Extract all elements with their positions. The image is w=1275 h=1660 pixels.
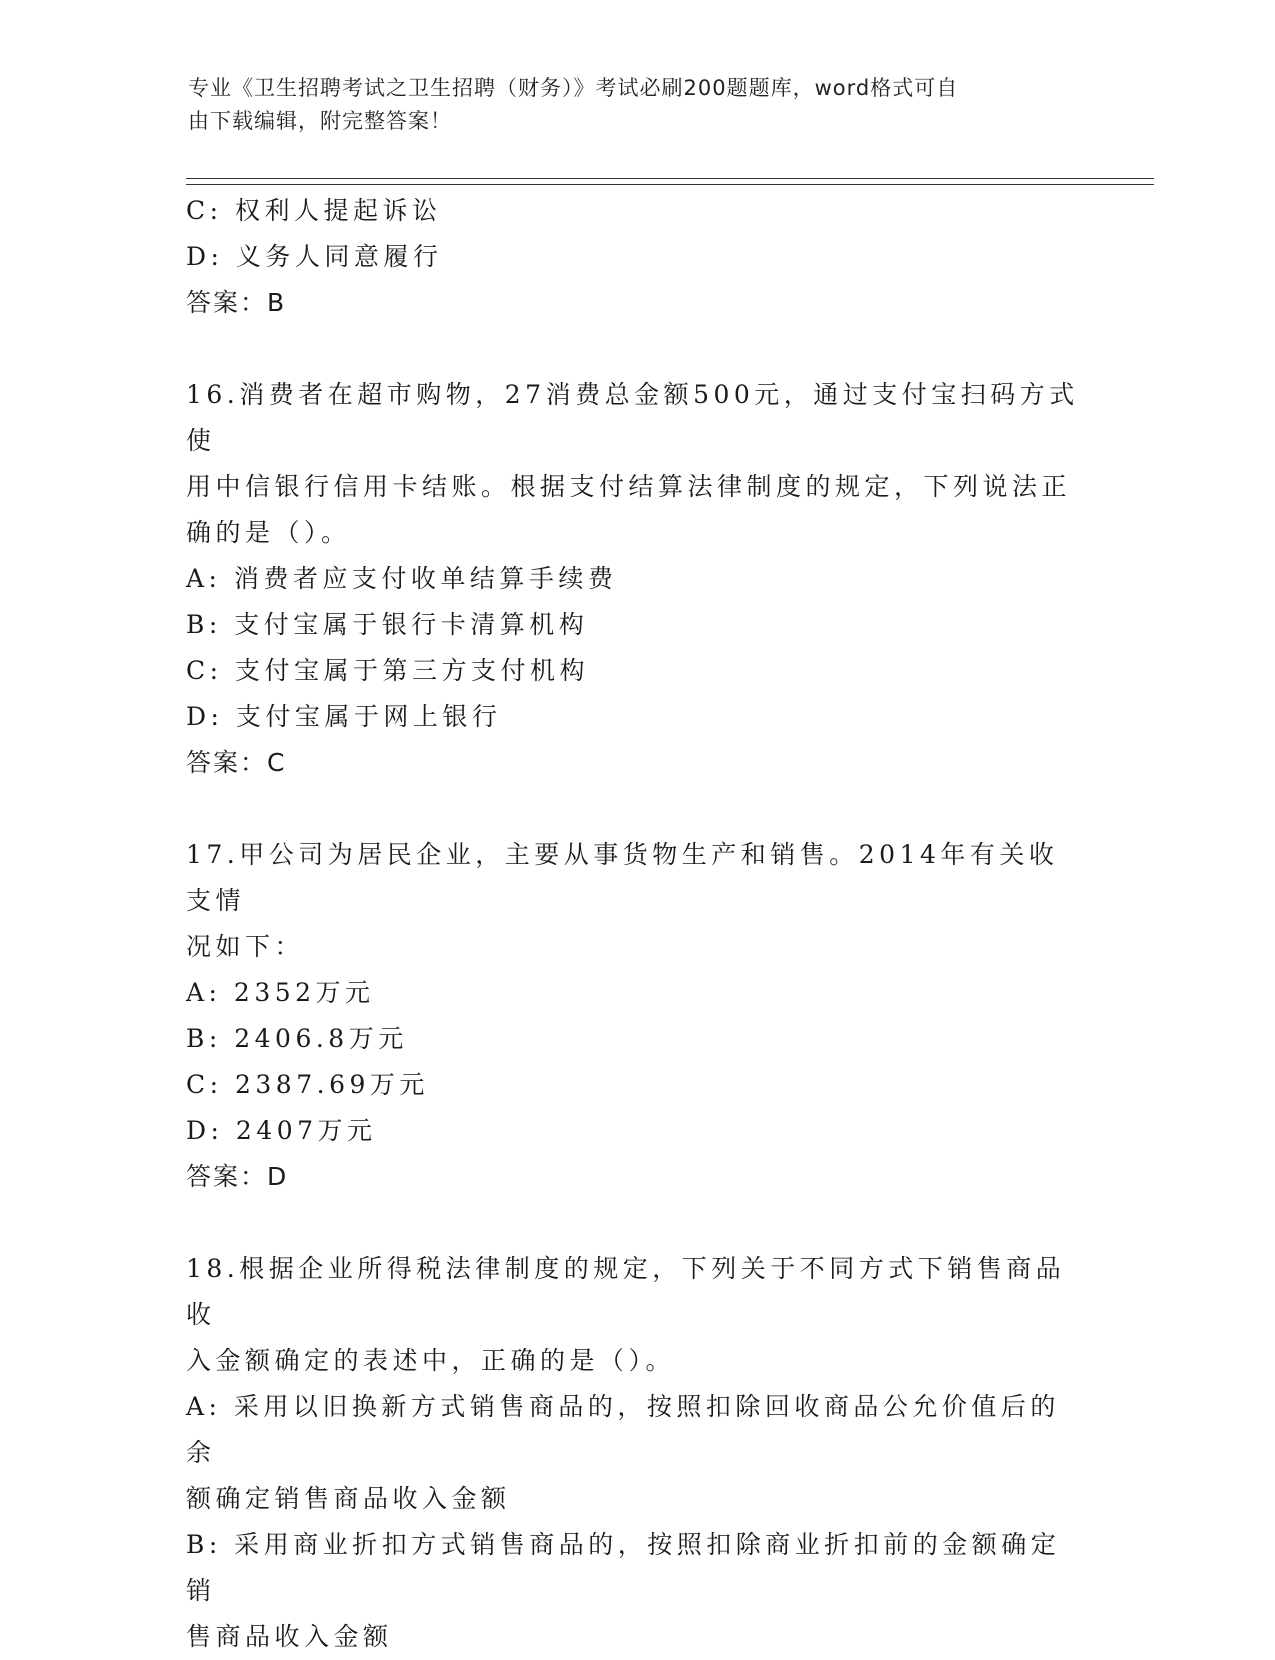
header-line-1: 专业《卫生招聘考试之卫生招聘（财务）》考试必刷200题题库，word格式可自	[188, 76, 959, 100]
answer-label: 答案：D	[186, 1162, 289, 1191]
document-header	[188, 72, 1068, 138]
question-16	[186, 372, 1086, 786]
spacer	[186, 786, 1086, 832]
option-a: A: 采用以旧换新方式销售商品的，按照扣除回收商品公允价值后的余	[186, 1392, 1060, 1467]
option-d: D: 2407万元	[186, 1116, 377, 1145]
option-a: A: 2352万元	[186, 978, 375, 1007]
question-17	[186, 832, 1086, 1200]
question-text: 入金额确定的表述中，正确的是（）。	[186, 1346, 676, 1375]
option-b: B: 采用商业折扣方式销售商品的，按照扣除商业折扣前的金额确定销	[186, 1530, 1061, 1605]
question-text: 确的是（）。	[186, 518, 351, 547]
option-c: C: 2387.69万元	[186, 1070, 429, 1099]
option-b-continued: 售商品收入金额	[186, 1622, 393, 1651]
option-d: D: 义务人同意履行	[186, 242, 443, 271]
question-text: 17.甲公司为居民企业，主要从事货物生产和销售。2014年有关收支情	[186, 840, 1059, 915]
question-text: 16.消费者在超市购物，27消费总金额500元，通过支付宝扫码方式使	[186, 380, 1079, 455]
question-18	[186, 1246, 1086, 1660]
header-divider	[186, 178, 1154, 185]
question-text: 况如下：	[186, 932, 305, 961]
option-a-continued: 额确定销售商品收入金额	[186, 1484, 511, 1513]
option-c: C: 权利人提起诉讼	[186, 196, 442, 225]
question-text: 18.根据企业所得税法律制度的规定，下列关于不同方式下销售商品收	[186, 1254, 1066, 1329]
document-body	[186, 188, 1086, 1660]
option-b: B: 支付宝属于银行卡清算机构	[186, 610, 589, 639]
answer-label: 答案：B	[186, 288, 287, 317]
option-b: B: 2406.8万元	[186, 1024, 408, 1053]
spacer	[186, 326, 1086, 372]
question-15-tail	[186, 188, 1086, 326]
header-line-2: 由下载编辑，附完整答案！	[188, 109, 452, 133]
option-a: A: 消费者应支付收单结算手续费	[186, 564, 618, 593]
option-d: D: 支付宝属于网上银行	[186, 702, 502, 731]
option-c: C: 支付宝属于第三方支付机构	[186, 656, 589, 685]
spacer	[186, 1200, 1086, 1246]
question-text: 用中信银行信用卡结账。根据支付结算法律制度的规定，下列说法正	[186, 472, 1072, 501]
answer-label: 答案：C	[186, 748, 287, 777]
